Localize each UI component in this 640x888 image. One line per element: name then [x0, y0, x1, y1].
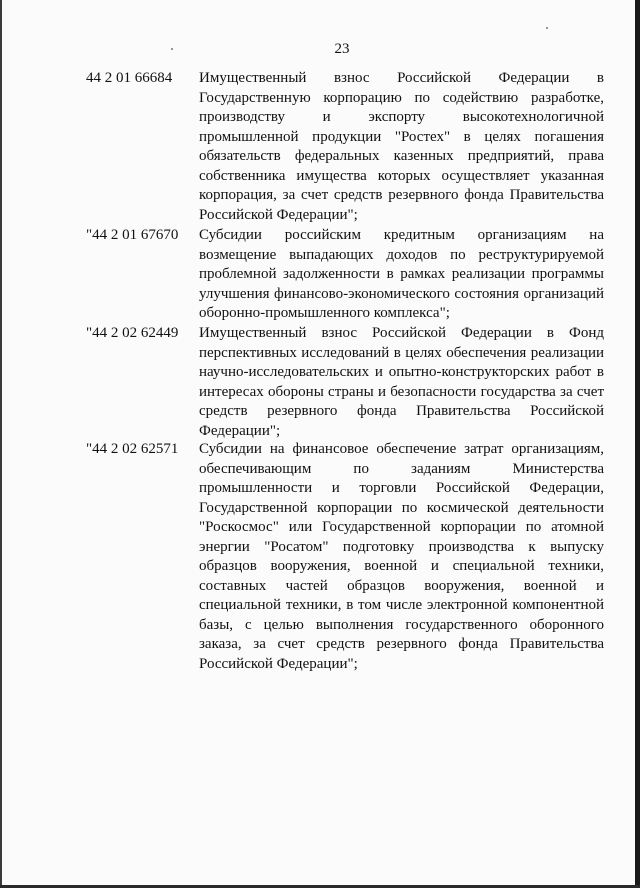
budget-description: Имущественный взнос Российской Федерации в Фонд перспективных исследований в целях обеспечения реализации научно-исследовательских и опытно-конструкторских работ в интересах обороны страны и безопасности государства за счет средств резервного фонда Правительства Российской Федерации"; — [199, 325, 604, 439]
budget-code: "44 2 01 67670 — [86, 227, 179, 243]
scan-edge-right — [635, 0, 640, 888]
page-number: 23 — [334, 41, 350, 57]
budget-code: 44 2 01 66684 — [86, 70, 173, 86]
scan-edge-left — [0, 0, 2, 888]
budget-code: "44 2 02 62571 — [86, 441, 179, 457]
scan-speck — [546, 27, 548, 29]
budget-description: Субсидии российским кредитным организациям на возмещение выпадающих доходов по реструктурируемой проблемной задолженности в рамках реализации программы улучшения финансово-экономического состояния организаций оборонно-промышленного комплекса"; — [199, 227, 604, 321]
budget-description: Имущественный взнос Российской Федерации в Государственную корпорацию по содействию разработке, производству и экспорту высокотехнологичной промышленной продукции "Ростех" в целях погашения обязательств федеральных казенных предприятий, права собственника имущества которых осуществляет указанная корпорация, за счет средств резервного фонда Правительства Российской Федерации"; — [199, 70, 604, 223]
budget-code: "44 2 02 62449 — [86, 325, 179, 341]
budget-description: Субсидии на финансовое обеспечение затрат организациям, обеспечивающим по заданиям Министерства промышленности и торговли Российской Федерации, Государственной корпорации по космической деятельности "Роскосмос" или Государственной корпорации по атомной энергии "Росатом" подготовку производства к выпуску образцов вооружения, военной и специальной техники, составных частей образцов вооружения, военной и специальной техники, в том числе электронной компонентной базы, с целью выполнения государственного оборонного заказа, за счет средств резервного фонда Правительства Российской Федерации"; — [199, 441, 604, 672]
